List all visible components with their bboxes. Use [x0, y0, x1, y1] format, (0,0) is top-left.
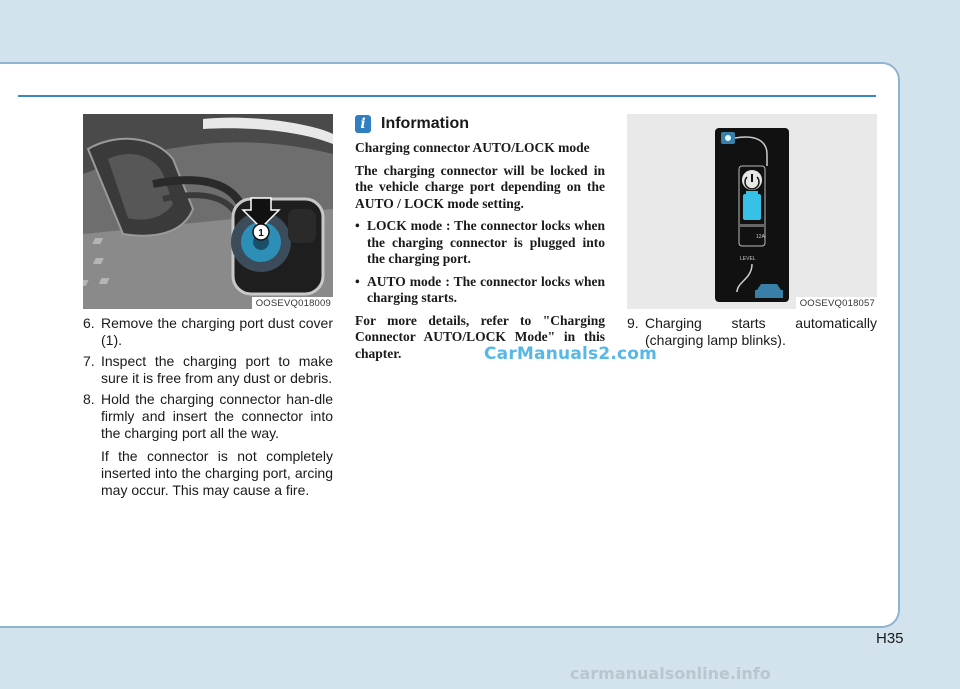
- right-column: [627, 114, 877, 349]
- step-9: [627, 315, 877, 349]
- charging-port-illustration: [83, 114, 333, 309]
- watermark-text: CarManuals2.com: [484, 344, 658, 364]
- charger-display-figure: [627, 114, 877, 309]
- figure-callout-1: 1: [258, 228, 264, 239]
- step-8: [83, 391, 333, 442]
- footer-watermark: carmanualsonline.info: [570, 664, 771, 683]
- info-body: [355, 140, 605, 362]
- charger-display-illustration: [627, 114, 877, 309]
- bullet-icon: •: [355, 273, 360, 289]
- info-subheading: Charging connector AUTO/LOCK mode: [355, 140, 590, 155]
- step-number: 7.: [83, 353, 95, 369]
- info-bullet-auto: [355, 274, 605, 307]
- bullet-text: AUTO mode : The connector locks when charging starts.: [367, 273, 605, 305]
- step-text: Charging starts automatically (charging lamp blinks).: [645, 315, 877, 348]
- step-8-note: If the connector is not completely inserted into the charging port, arcing may occur. This may cause a fire.: [101, 448, 333, 498]
- step-7: [83, 353, 333, 387]
- step-number: 6.: [83, 315, 95, 331]
- charging-port-figure: [83, 114, 333, 309]
- info-paragraph: The charging connector will be locked in the vehicle charge port depending on the AUTO / LOCK mode setting.: [355, 162, 605, 211]
- steps-list: [627, 315, 877, 349]
- header-rule: [18, 95, 876, 97]
- bullet-text: LOCK mode : The connector locks when the charging connector is plugged into the charging port.: [367, 218, 605, 266]
- info-bullet-lock: [355, 218, 605, 268]
- step-number: 8.: [83, 391, 95, 407]
- step-text: Inspect the charging port to make sure it is free from any dust or debris.: [101, 353, 333, 386]
- figure-caption: OOSEVQ018057: [796, 297, 877, 309]
- left-column: [83, 114, 333, 499]
- information-box: [355, 114, 605, 368]
- info-header: [355, 114, 605, 134]
- steps-list: [83, 315, 333, 499]
- step-number: 9.: [627, 315, 639, 331]
- bullet-icon: •: [355, 218, 360, 233]
- page-number: H35: [876, 630, 904, 647]
- figure-caption: OOSEVQ018009: [252, 297, 333, 309]
- info-title: Information: [381, 115, 469, 132]
- step-text: Remove the charging port dust cover (1).: [101, 315, 333, 348]
- information-icon: i: [355, 115, 371, 133]
- display-level-label: LEVEL: [740, 256, 756, 262]
- info-reference: For more details, refer to "Charging Connector AUTO/LOCK Mode" in this chapter.: [355, 312, 605, 361]
- step-text: Hold the charging connector han-dle firmly and insert the connector into the charging port all the way.: [101, 391, 333, 441]
- display-12a-label: 12A: [756, 234, 765, 240]
- step-6: [83, 315, 333, 349]
